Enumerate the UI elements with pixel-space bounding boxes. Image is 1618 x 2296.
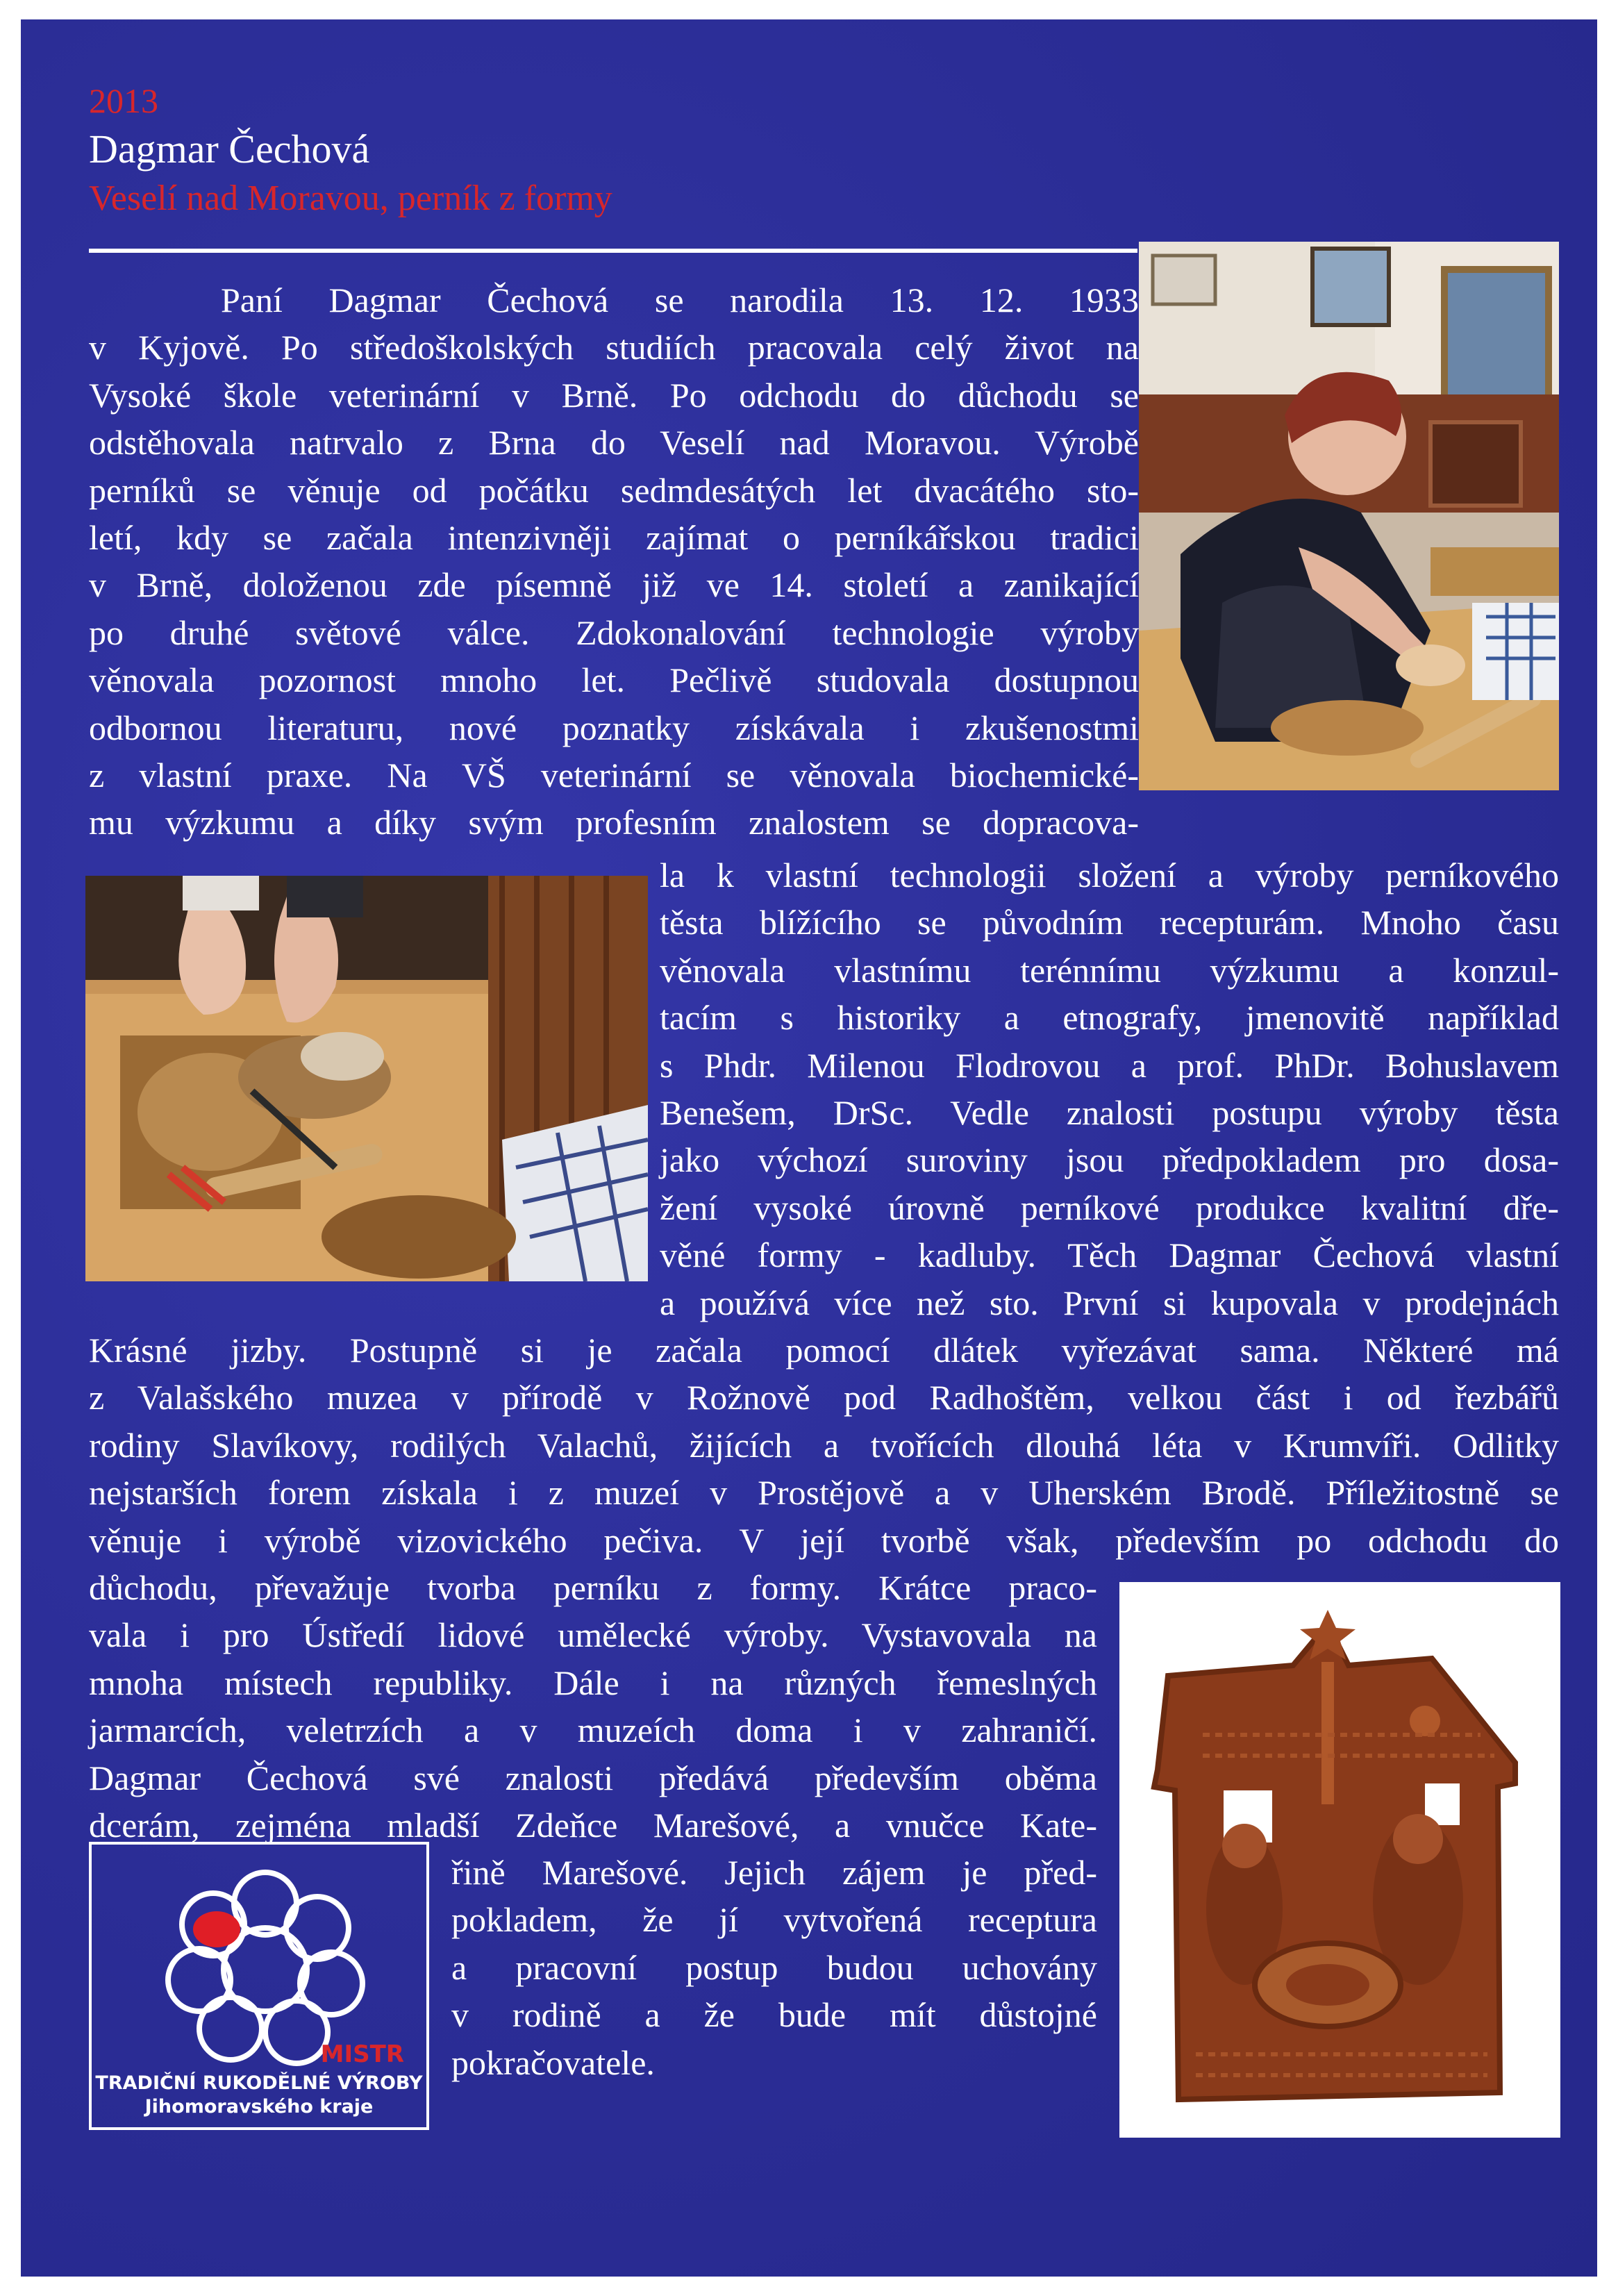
text-line: v Brně, doloženou zde písemně již ve 14. století a zanikající — [89, 565, 1139, 605]
text-line: vala i pro Ústředí lidové umělecké výroby. Vystavovala na — [89, 1615, 1097, 1655]
logo-title: TRADIČNÍ RUKODĚLNÉ VÝROBY — [95, 2072, 423, 2094]
award-year: 2013 — [89, 81, 158, 120]
text-line: Dagmar Čechová své znalosti předává především oběma — [89, 1758, 1097, 1797]
text-line: řině Marešové. Jejich zájem je před- — [451, 1853, 1097, 1892]
text-line: perníků se věnuje od počátku sedmdesátých let dvacátého sto- — [89, 470, 1139, 510]
page — [21, 19, 1597, 2277]
logo-region: Jihomoravského kraje — [144, 2096, 374, 2118]
photo-gingerbread — [1119, 1582, 1560, 2138]
master-name: Dagmar Čechová — [89, 126, 370, 172]
text-block-4 — [89, 1564, 1097, 1849]
text-line: letí, kdy se začala intenzivněji zajímat o perníkářskou tradici — [89, 518, 1139, 558]
text-line: jako výchozí suroviny jsou předpokladem pro dosa- — [660, 1140, 1559, 1180]
photo-master-at-work-image — [1139, 242, 1559, 790]
logo-mistr-text: MISTR — [320, 2040, 404, 2068]
photo-hands-mould-image — [85, 876, 648, 1281]
text-line: rodiny Slavíkovy, rodilých Valachů, žijících a tvořících dlouhá léta v Krumvíři. Odlitky — [89, 1425, 1559, 1465]
location-craft: Veselí nad Moravou, perník z formy — [89, 178, 612, 218]
text-line: mu výzkumu a díky svým profesním znalostem se dopracova- — [89, 803, 1139, 842]
photo-hands-mould — [85, 876, 648, 1281]
text-line: a používá více než sto. První si kupovala v prodejnách — [660, 1283, 1559, 1322]
text-line: z Valašského muzea v přírodě v Rožnově pod Radhoštěm, velkou část i od řezbářů — [89, 1378, 1559, 1417]
text-block-3 — [89, 1326, 1559, 1564]
text-line: Benešem, DrSc. Vedle znalosti postupu výroby těsta — [660, 1093, 1559, 1133]
text-line: v rodině a že bude mít důstojné — [451, 1995, 1097, 2035]
text-line: pokračovatele. — [451, 2043, 655, 2082]
header-divider — [89, 249, 1137, 253]
text-line: z vlastní praxe. Na VŠ veterinární se věnovala biochemické- — [89, 756, 1139, 795]
text-line: pokladem, že jí vytvořená receptura — [451, 1900, 1097, 1940]
text-line: dcerám, zejména mladší Zdeňce Marešové, a vnučce Kate- — [89, 1806, 1097, 1845]
text-line: důchodu, převažuje tvorba perníku z formy. Krátce praco- — [89, 1568, 1097, 1607]
text-line: mnoha místech republiky. Dále i na různých řemeslných — [89, 1663, 1097, 1702]
text-line: odstěhovala natrvalo z Brna do Veselí nad Moravou. Výrobě — [89, 423, 1139, 463]
text-line: tacím s historiky a etnografy, jmenovitě například — [660, 998, 1559, 1038]
text-line: nejstarších forem získala i z muzeí v Prostějově a v Uherském Brodě. Příležitostně se — [89, 1473, 1559, 1513]
text-line: la k vlastní technologii složení a výroby perníkového — [660, 856, 1559, 895]
text-line: jarmarcích, veletrzích a v muzeích doma i v zahraničí. — [89, 1711, 1097, 1750]
text-line: a pracovní postup budou uchovány — [451, 1947, 1097, 1987]
text-line: žení vysoké úrovně perníkové produkce kvalitní dře- — [660, 1188, 1559, 1227]
text-line: Krásné jizby. Postupně si je začala pomocí dlátek vyřezávat sama. Některé má — [89, 1331, 1559, 1370]
text-line: odbornou literaturu, nové poznatky získávala i zkušenostmi — [89, 708, 1139, 747]
photo-gingerbread-image — [1119, 1582, 1560, 2138]
text-block-2 — [660, 851, 1559, 1326]
text-line: Vysoké škole veterinární v Brně. Po odchodu do důchodu se — [89, 375, 1139, 415]
text-line: těsta blížícího se původním recepturám. Mnoho času — [660, 903, 1559, 942]
master-logo — [89, 1842, 429, 2130]
text-line: v Kyjově. Po středoškolských studiích pracovala celý život na — [89, 328, 1139, 367]
text-line: věnovala vlastnímu terénnímu výzkumu a konzul- — [660, 950, 1559, 990]
photo-master-at-work — [1139, 242, 1559, 790]
text-block-5 — [451, 1849, 1097, 2086]
text-line: věné formy - kadluby. Těch Dagmar Čechová vlastní — [660, 1236, 1559, 1275]
text-line: s Phdr. Milenou Flodrovou a prof. PhDr. Bohuslavem — [660, 1045, 1559, 1085]
text-line: věnuje i výrobě vizovického pečiva. V její tvorbě však, především po odchodu do — [89, 1520, 1559, 1560]
text-block-1 — [89, 276, 1139, 847]
text-line: Paní Dagmar Čechová se narodila 13. 12. 1933 — [221, 281, 1139, 319]
text-line: po druhé světové válce. Zdokonalování technologie výroby — [89, 613, 1139, 652]
text-line: věnovala pozornost mnoho let. Pečlivě studovala dostupnou — [89, 660, 1139, 700]
